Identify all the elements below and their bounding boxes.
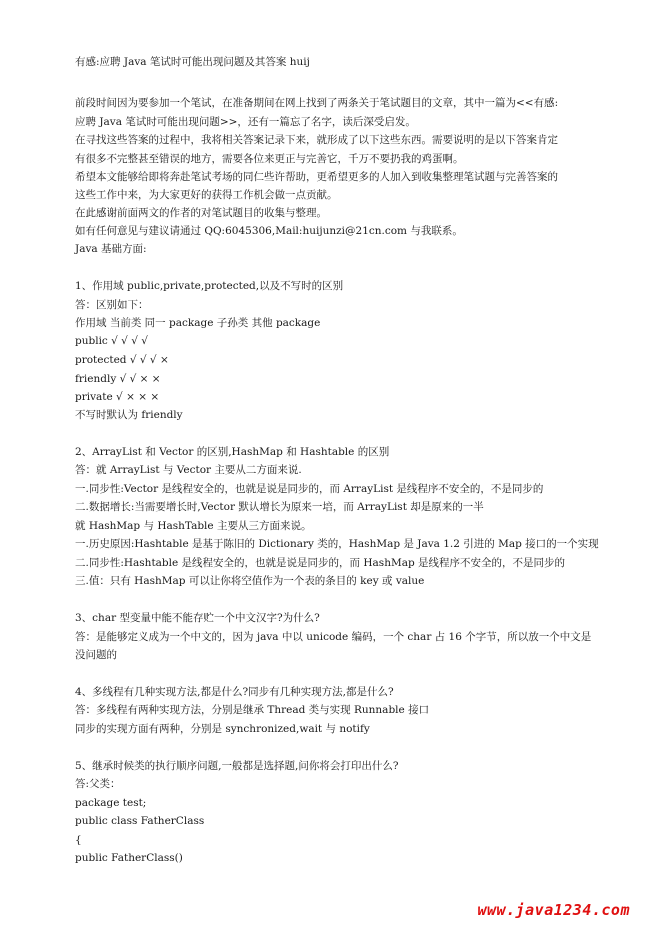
site-watermark: www.java1234.com: [477, 901, 630, 919]
intro-line: 在寻找这些答案的过程中，我将相关答案记录下来，就形成了以下这些东西。需要说明的是以下答案肯定: [75, 134, 558, 146]
document-title: 有感:应聘 Java 笔试时可能出现问题及其答案 huij: [75, 56, 310, 68]
answer-line: friendly √ √ × ×: [75, 373, 161, 385]
answer-line: 作用域 当前类 同一 package 子孙类 其他 package: [75, 317, 321, 329]
answer-line: 二.同步性:Hashtable 是线程安全的，也就是说是同步的，而 HashMap 是线程序不安全的，不是同步的: [75, 557, 566, 569]
question-heading: 5、继承时候类的执行顺序问题,一般都是选择题,问你将会打印出什么?: [75, 760, 399, 772]
answer-line: 一.同步性:Vector 是线程安全的，也就是说是同步的，而 ArrayList 是线程序不安全的，不是同步的: [75, 483, 544, 495]
question-heading: 2、ArrayList 和 Vector 的区别,HashMap 和 Hashtable 的区别: [75, 446, 390, 458]
intro-line: 希望本文能够给即将奔赴笔试考场的同仁些许帮助，更希望更多的人加入到收集整理笔试题与完善答案的: [75, 171, 558, 183]
answer-line: 答：就 ArrayList 与 Vector 主要从二方面来说.: [75, 464, 302, 476]
question-heading: 1、作用域 public,private,protected,以及不写时的区别: [75, 280, 344, 292]
section-heading: Java 基础方面:: [75, 243, 147, 255]
question-heading: 4、多线程有几种实现方法,都是什么?同步有几种实现方法,都是什么?: [75, 686, 394, 698]
answer-line: 一.历史原因:Hashtable 是基于陈旧的 Dictionary 类的，HashMap 是 Java 1.2 引进的 Map 接口的一个实现: [75, 538, 599, 550]
answer-line: 同步的实现方面有两种，分别是 synchronized,wait 与 notify: [75, 723, 370, 735]
answer-line: protected √ √ √ ×: [75, 354, 169, 366]
answer-line: 答：区别如下：: [75, 299, 149, 311]
intro-line: 在此感谢前面两文的作者的对笔试题目的收集与整理。: [75, 207, 327, 219]
question-heading: 3、char 型变量中能不能存贮一个中文汉字?为什么?: [75, 612, 320, 624]
answer-line: 三.值：只有 HashMap 可以让你将空值作为一个表的条目的 key 或 value: [75, 575, 425, 587]
intro-line: 应聘 Java 笔试时可能出现问题>>，还有一篇忘了名字，读后深受启发。: [75, 116, 416, 128]
answer-line: 不写时默认为 friendly: [75, 409, 183, 421]
intro-line: 有很多不完整甚至错误的地方，需要各位来更正与完善它，千万不要扔我的鸡蛋啊。: [75, 153, 464, 165]
intro-line: 如有任何意见与建议请通过 QQ:6045306,Mail:huijunzi@21cn.com 与我联系。: [75, 225, 463, 237]
answer-line: 没问题的: [75, 649, 117, 661]
answer-line: 答：多线程有两种实现方法，分别是继承 Thread 类与实现 Runnable 接口: [75, 704, 430, 716]
code-line: {: [75, 834, 82, 846]
code-line: public FatherClass(): [75, 852, 183, 864]
intro-line: 这些工作中来，为大家更好的获得工作机会做一点贡献。: [75, 189, 338, 201]
code-line: 答:父类：: [75, 778, 121, 790]
intro-line: 前段时间因为要参加一个笔试，在准备期间在网上找到了两条关于笔试题目的文章，其中一篇为<<有感:: [75, 97, 559, 109]
answer-line: 就 HashMap 与 HashTable 主要从三方面来说。: [75, 520, 312, 532]
answer-line: 二.数据增长:当需要增长时,Vector 默认增长为原来一培，而 ArrayList 却是原来的一半: [75, 501, 484, 513]
code-line: public class FatherClass: [75, 815, 205, 827]
answer-line: 答：是能够定义成为一个中文的，因为 java 中以 unicode 编码，一个 char 占 16 个字节，所以放一个中文是: [75, 631, 592, 643]
code-line: package test;: [75, 797, 147, 809]
answer-line: public √ √ √ √: [75, 335, 148, 347]
answer-line: private √ × × ×: [75, 391, 160, 403]
